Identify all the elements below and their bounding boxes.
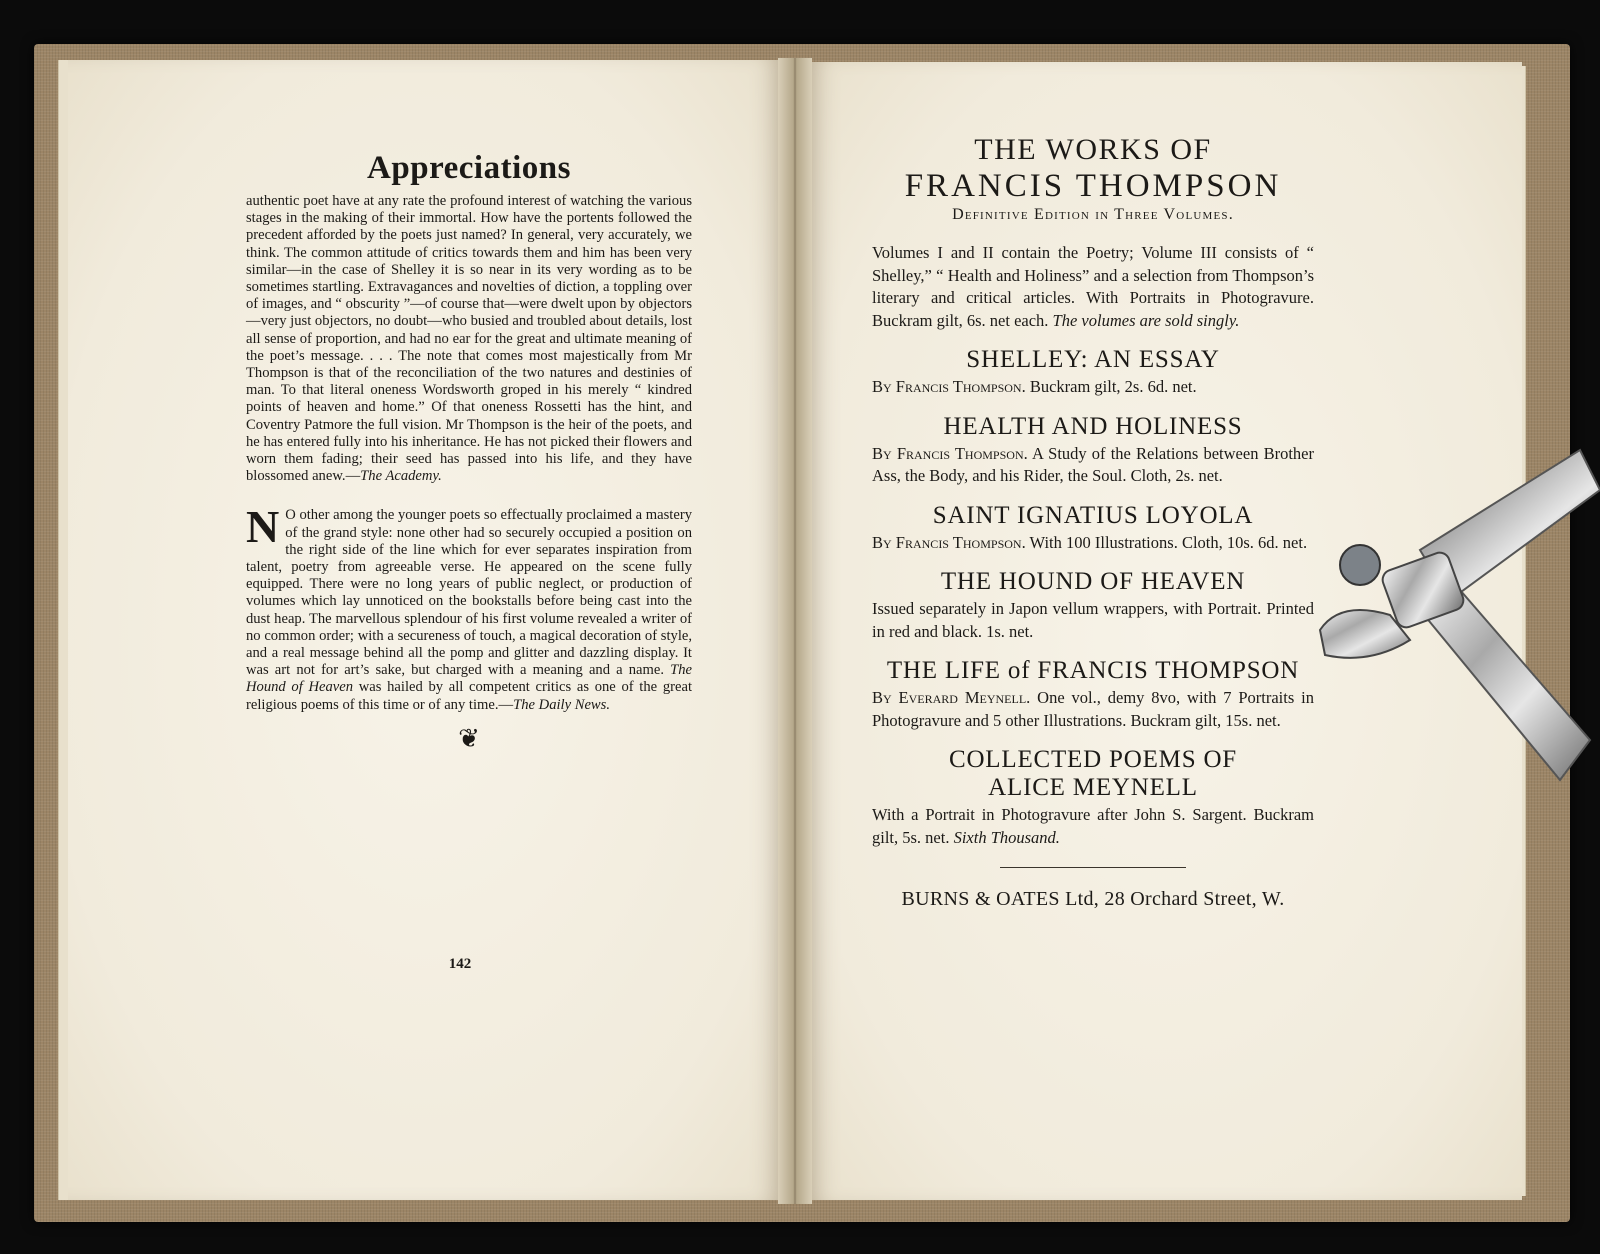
book-title: SHELLEY: AN ESSAY [966, 346, 1220, 373]
review-academy-source: The Academy. [360, 468, 442, 485]
works-intro-body: Volumes I and II contain the Poetry; Volume III consists of “ Shelley,” “ Health and Holiness” and a selection from Thompson’s literary and critical articles. With Portraits in Photogravure. Buckram gilt, 6s. net each. [872, 243, 1314, 330]
page-heading: Appreciations [367, 150, 571, 186]
collected-poems-text: With a Portrait in Photogravure after John S. Sargent. Buckram gilt, 5s. net. [872, 805, 1314, 847]
publisher-imprint: BURNS & OATES Ltd, 28 Orchard Street, W. [901, 888, 1285, 910]
book-description [872, 687, 1314, 732]
book-entry [872, 346, 1314, 399]
book-text: With 100 Illustrations. Cloth, 10s. 6d. net. [1029, 532, 1308, 552]
book-author: By Francis Thompson. [872, 377, 1026, 396]
review-daily-news-body: O other among the younger poets so effectually proclaimed a mastery of the grand style: none other had so securely occupied a position on the right side of the line which for ever separates inspiration from talent, poetry from agreeable verse. He appeared on the scene fully equipped. There were no long years of public neglect, or production of volumes which lay unnoticed on the bookstalls before being cast into the dust heap. The marvellous splendour of his first volume revealed a writer of no common order; with a secureness of touch, a magical decoration of style, and a real message behind all the pomp and glitter and dazzling display. It was art not for art’s sake, but charged with a meaning and a name. [246, 507, 692, 679]
right-page-text [872, 132, 1314, 931]
book-author: By Francis Thompson. [872, 532, 1026, 552]
book-author: By Francis Thompson. [872, 443, 1028, 463]
collected-poems-note: Sixth Thousand. [953, 827, 1060, 847]
review-daily-news-title: The Hound of Heaven [246, 662, 692, 696]
review-academy-body: authentic poet have at any rate the profound interest of watching the various stages in the making of their immortal. How have the portents followed the precedent afforded by the poets just named? In general, very accurately, we think. The common attitude of critics towards them and him has been very similar—in the case of Shelley it is so near in its very wording as to be sometimes startling. Extravagances and novelties of diction, a toppling over of images, and “ obscurity ”—of course that—were dwelt upon by objectors—very just objectors, no doubt—who busied and troubled about details, lost all sense of proportion, and had no ear for the great and ultimate meaning of the poet’s message. . . . The note that comes most majestically from Mr Thompson is that of the reconciliation of the two natures and destinies of man. To that literal oneness Wordsworth groped in his merely “ kindred points of heaven and home.” Of that oneness Rossetti has the hint, and Coventry Patmore the full vision. Mr Thompson is the heir of the poets, and he has entered fully into his inheritance. He has not picked their flowers and worn them fading; their seed has passed into his life, and they have blossomed anew.— [246, 193, 692, 485]
book-title: SAINT IGNATIUS LOYOLA [932, 501, 1254, 529]
collected-poems-description [872, 804, 1314, 849]
book-entry [872, 413, 1314, 488]
book-description [872, 532, 1314, 555]
book-entry [872, 502, 1314, 555]
collected-poems-title-line2: ALICE MEYNELL [988, 774, 1198, 801]
works-title-line1: THE WORKS OF [974, 133, 1212, 166]
book-description [872, 598, 1314, 643]
works-title-line2: FRANCIS THOMPSON [904, 168, 1282, 204]
book-text: A Study of the Relations between Brother Ass, the Body, and his Rider, the Soul. Cloth, 2s. net. [872, 443, 1315, 485]
book-text: Issued separately in Japon vellum wrappers, with Portrait. Printed in red and black. 1s. net. [872, 599, 1314, 641]
left-page-text [246, 150, 692, 754]
book-title: HEALTH AND HOLINESS [943, 412, 1243, 440]
book-title: THE LIFE of FRANCIS THOMPSON [886, 657, 1300, 684]
works-intro-note: The volumes are sold singly. [1052, 310, 1240, 330]
works-subtitle: Definitive Edition in Three Volumes. [952, 206, 1234, 223]
book-description [872, 376, 1314, 399]
book-entry [872, 568, 1314, 643]
book-text: Buckram gilt, 2s. 6d. net. [1029, 377, 1197, 396]
collected-poems-title-line1: COLLECTED POEMS OF [948, 746, 1238, 773]
review-daily-news-tail: was hailed by all competent critics as one of the great religious poems of this time or of any time.— [246, 679, 692, 713]
silver-page-clip-icon [1300, 400, 1600, 820]
review-daily-news-source: The Daily News. [513, 696, 610, 713]
book-author: By Everard Meynell. [872, 688, 1031, 707]
works-intro [872, 242, 1314, 332]
book-gutter [778, 58, 812, 1204]
book-text: One vol., demy 8vo, with 7 Portraits in Photogravure and 5 other Illustrations. Buckram gilt, 15s. net. [872, 688, 1314, 730]
review-daily-news [246, 501, 692, 713]
divider-rule [1000, 867, 1186, 868]
page-number: 142 [448, 956, 472, 972]
book-entry [872, 657, 1314, 732]
drop-cap: N [246, 501, 280, 553]
review-academy [246, 193, 692, 485]
book-description [872, 443, 1314, 488]
fleuron-ornament-icon: ❦ [458, 723, 480, 753]
book-title: THE HOUND OF HEAVEN [940, 568, 1246, 595]
